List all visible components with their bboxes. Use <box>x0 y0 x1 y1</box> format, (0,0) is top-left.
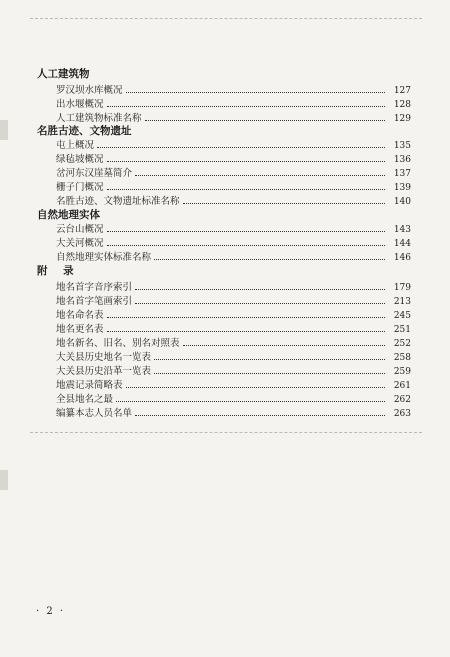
toc-entry[interactable] <box>56 351 411 365</box>
dot-leader <box>107 331 385 332</box>
entry-page-number: 262 <box>393 395 411 405</box>
entry-title: 人工建筑物标准名称 <box>56 113 142 124</box>
entry-title: 大关县历史沿革一览表 <box>56 366 152 377</box>
entry-title: 全县地名之最 <box>56 394 114 405</box>
scan-artifact-line <box>30 432 422 433</box>
dot-leader <box>183 345 385 346</box>
entry-title: 大关县历史地名一览表 <box>56 352 152 363</box>
toc-entry[interactable] <box>56 393 411 407</box>
entry-page-number: 258 <box>393 353 411 363</box>
dot-leader <box>107 231 385 232</box>
entry-page-number: 129 <box>393 114 411 124</box>
entry-title: 云台山概况 <box>56 224 104 235</box>
entry-page-number: 259 <box>393 367 411 377</box>
dot-leader <box>107 106 385 107</box>
entry-title: 自然地理实体标准名称 <box>56 252 152 263</box>
binding-mark <box>0 470 8 490</box>
entry-page-number: 128 <box>393 100 411 110</box>
entry-page-number: 140 <box>393 197 411 207</box>
entry-page-number: 179 <box>393 283 411 293</box>
entry-title: 地名新名、旧名、别名对照表 <box>56 338 180 349</box>
scan-artifact-line <box>30 18 422 19</box>
entry-title: 编纂本志人员名单 <box>56 408 133 419</box>
dot-leader <box>107 189 385 190</box>
entry-page-number: 137 <box>393 169 411 179</box>
entry-title: 绿毡坡概况 <box>56 154 104 165</box>
toc-entry[interactable] <box>56 379 411 393</box>
dot-leader <box>107 245 385 246</box>
entry-page-number: 252 <box>393 339 411 349</box>
entry-title: 出水堰概况 <box>56 99 104 110</box>
toc-entry[interactable] <box>56 295 411 309</box>
toc-entry[interactable] <box>56 407 411 421</box>
dot-leader <box>126 92 385 93</box>
entry-page-number: 263 <box>393 409 411 419</box>
page-number: · 2 · <box>36 606 66 617</box>
dot-leader <box>135 415 385 416</box>
entry-title: 名胜古迹、文物遗址标准名称 <box>56 196 180 207</box>
entry-title: 地名命名表 <box>56 310 104 321</box>
dot-leader <box>135 175 385 176</box>
dot-leader <box>126 387 385 388</box>
section-heading: 人工建筑物 <box>37 68 90 80</box>
dot-leader <box>107 317 385 318</box>
entry-page-number: 261 <box>393 381 411 391</box>
entry-title: 罗汉坝水库概况 <box>56 85 123 96</box>
dot-leader <box>154 359 385 360</box>
entry-page-number: 136 <box>393 155 411 165</box>
toc-entry[interactable] <box>56 195 411 209</box>
section-heading: 自然地理实体 <box>37 209 100 221</box>
toc-entry[interactable] <box>56 223 411 237</box>
entry-page-number: 245 <box>393 311 411 321</box>
toc-entry[interactable] <box>56 323 411 337</box>
dot-leader <box>183 203 385 204</box>
entry-title: 地名首字音序索引 <box>56 282 133 293</box>
entry-page-number: 135 <box>393 141 411 151</box>
appendix-heading: 附 录 <box>37 265 80 277</box>
dot-leader <box>154 373 385 374</box>
toc-entry[interactable] <box>56 281 411 295</box>
entry-page-number: 127 <box>393 86 411 96</box>
entry-page-number: 146 <box>393 253 411 263</box>
toc-entry[interactable] <box>56 237 411 251</box>
entry-title: 栅子门概况 <box>56 182 104 193</box>
entry-title: 大关河概况 <box>56 238 104 249</box>
toc-entry[interactable] <box>56 153 411 167</box>
entry-title: 岔河东汉崖墓简介 <box>56 168 133 179</box>
toc-entry[interactable] <box>56 167 411 181</box>
dot-leader <box>97 147 385 148</box>
toc-entry[interactable] <box>56 309 411 323</box>
section-heading: 名胜古迹、文物遗址 <box>37 125 132 137</box>
entry-page-number: 143 <box>393 225 411 235</box>
entry-page-number: 213 <box>393 297 411 307</box>
toc-entry[interactable] <box>56 337 411 351</box>
toc-entry[interactable] <box>56 181 411 195</box>
entry-title: 地震记录简略表 <box>56 380 123 391</box>
toc-entry[interactable] <box>56 98 411 112</box>
entry-title: 地名更名表 <box>56 324 104 335</box>
dot-leader <box>135 303 385 304</box>
dot-leader <box>145 120 385 121</box>
entry-title: 地名首字笔画索引 <box>56 296 133 307</box>
toc-entry[interactable] <box>56 139 411 153</box>
entry-page-number: 139 <box>393 183 411 193</box>
toc-entry[interactable] <box>56 251 411 265</box>
dot-leader <box>135 289 385 290</box>
toc-entry[interactable] <box>56 84 411 98</box>
dot-leader <box>107 161 385 162</box>
toc-entry[interactable] <box>56 365 411 379</box>
binding-mark <box>0 120 8 140</box>
entry-page-number: 251 <box>393 325 411 335</box>
entry-page-number: 144 <box>393 239 411 249</box>
dot-leader <box>116 401 385 402</box>
entry-title: 屯上概况 <box>56 140 95 151</box>
dot-leader <box>154 259 385 260</box>
